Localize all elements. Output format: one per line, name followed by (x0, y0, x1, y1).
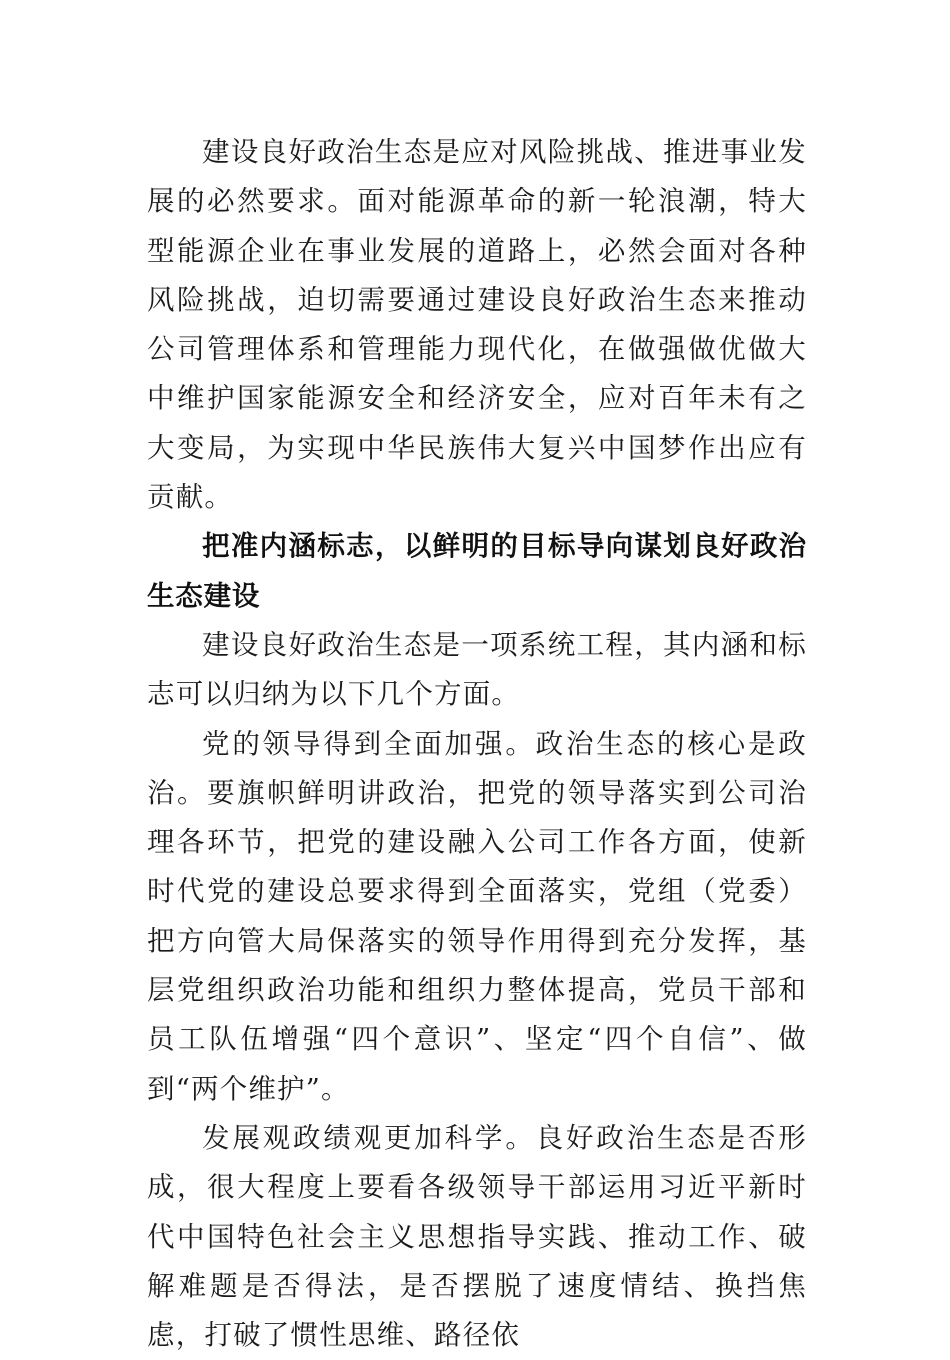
paragraph-systematic-project: 建设良好政治生态是一项系统工程，其内涵和标志可以归纳为以下几个方面。 (147, 628, 807, 711)
paragraph-political-ecology-requirement: 建设良好政治生态是应对风险挑战、推进事业发展的必然要求。面对能源革命的新一轮浪潮，特大型能源企业在事业发展的道路上，必然会面对各种风险挑战，迫切需要通过建设良好政治生态来推动公司管理体系和管理能力现代化，在做强做优做大中维护国家能源安全和经济安全，应对百年未有之大变局，为实现中华民族伟大复兴中国梦作出应有贡献。 (147, 136, 807, 514)
paragraph-development-concept: 发展观政绩观更加科学。良好政治生态是否形成，很大程度上要看各级领导干部运用习近平新时代中国特色社会主义思想指导实践、推动工作、破解难题是否得法，是否摆脱了速度情结、换挡焦虑，打破了惯性思维、路径依 (147, 1121, 807, 1352)
paragraph-party-leadership: 党的领导得到全面加强。政治生态的核心是政治。要旗帜鲜明讲政治，把党的领导落实到公司治理各环节，把党的建设融入公司工作各方面，使新时代党的建设总要求得到全面落实，党组（党委）把方向管大局保落实的领导作用得到充分发挥，基层党组织政治功能和组织力整体提高，党员干部和员工队伍增强“四个意识”、坚定“四个自信”、做到“两个维护”。 (147, 727, 807, 1105)
document-body (147, 128, 807, 1360)
section-heading: 把准内涵标志，以鲜明的目标导向谋划良好政治生态建设 (147, 530, 807, 612)
